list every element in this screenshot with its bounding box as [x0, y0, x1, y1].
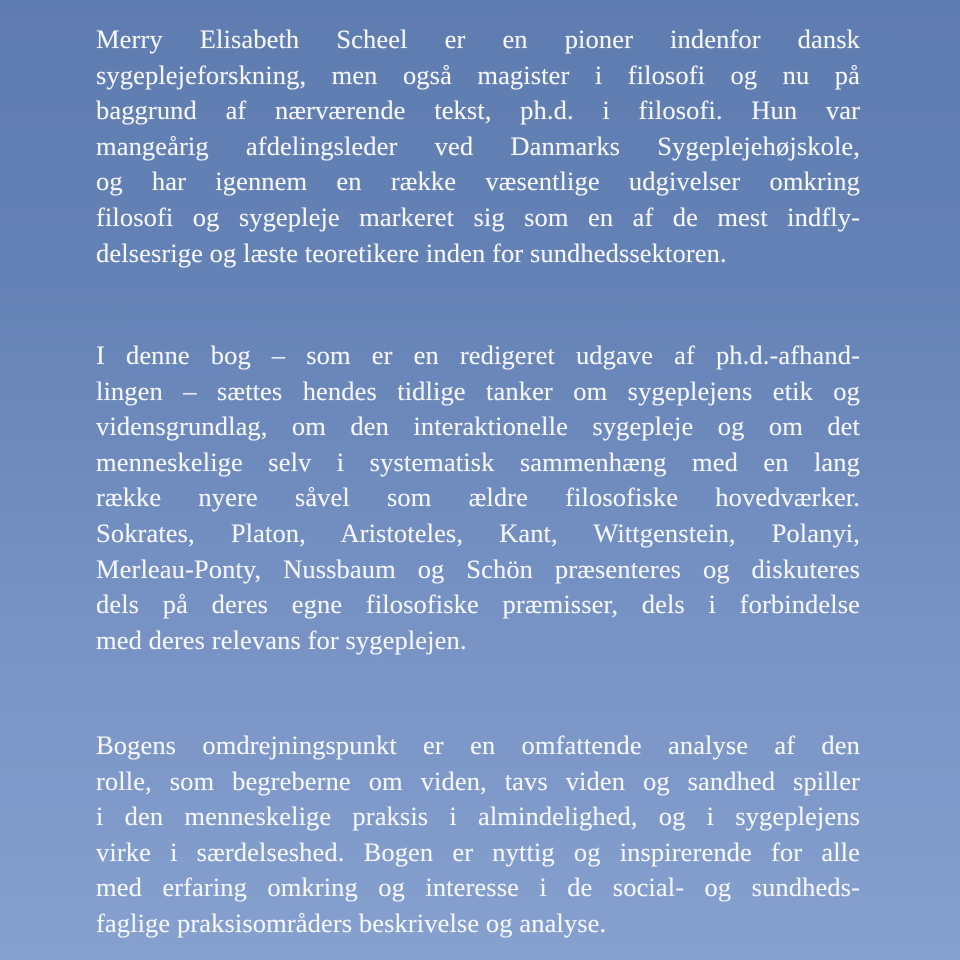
text-line: mangeårig afdelingsleder ved Danmarks Sygeplejehøjskole, [96, 130, 860, 161]
text-line: række nyere såvel som ældre filosofiske hovedværker. [96, 482, 860, 513]
text-line: sygeplejeforskning, men også magister i filosofi og nu på [96, 59, 860, 90]
text-line: Sokrates, Platon, Aristoteles, Kant, Wittgenstein, Polanyi, [96, 517, 860, 548]
text-line: og har igennem en række væsentlige udgivelser omkring [96, 166, 860, 197]
text-line: virke i særdelseshed. Bogen er nyttig og inspirerende for alle [96, 836, 860, 867]
text-line: filosofi og sygepleje markeret sig som en af de mest indfly- [96, 201, 860, 232]
text-line: Bogens omdrejningspunkt er en omfattende analyse af den [96, 730, 860, 760]
text-line: med erfaring omkring og interesse i de social- og sundheds- [96, 872, 860, 903]
text-line: Merry Elisabeth Scheel er en pioner indenfor dansk [96, 24, 860, 54]
author-bio-paragraph [96, 22, 860, 271]
text-line: lingen – sættes hendes tidlige tanker om sygeplejens etik og [96, 375, 860, 406]
book-content-paragraph [96, 338, 860, 658]
text-line: med deres relevans for sygeplejen. [96, 624, 467, 655]
text-line: faglige praksisområders beskrivelse og analyse. [96, 907, 607, 938]
book-summary-paragraph [96, 728, 860, 942]
text-line: I denne bog – som er en redigeret udgave af ph.d.-afhand- [96, 340, 860, 370]
text-line: i den menneskelige praksis i almindelighed, og i sygeplejens [96, 801, 860, 832]
text-line: menneskelige selv i systematisk sammenhæng med en lang [96, 446, 860, 477]
text-line: rolle, som begreberne om viden, tavs viden og sandhed spiller [96, 765, 860, 796]
text-line: baggrund af nærværende tekst, ph.d. i filosofi. Hun var [96, 95, 860, 126]
text-line: delsesrige og læste teoretikere inden for sundhedssektoren. [96, 237, 727, 268]
text-line: dels på deres egne filosofiske præmisser, dels i forbindelse [96, 589, 860, 620]
text-line: vidensgrundlag, om den interaktionelle sygepleje og om det [96, 411, 860, 442]
text-line: Merleau-Ponty, Nussbaum og Schön præsenteres og diskuteres [96, 553, 860, 584]
